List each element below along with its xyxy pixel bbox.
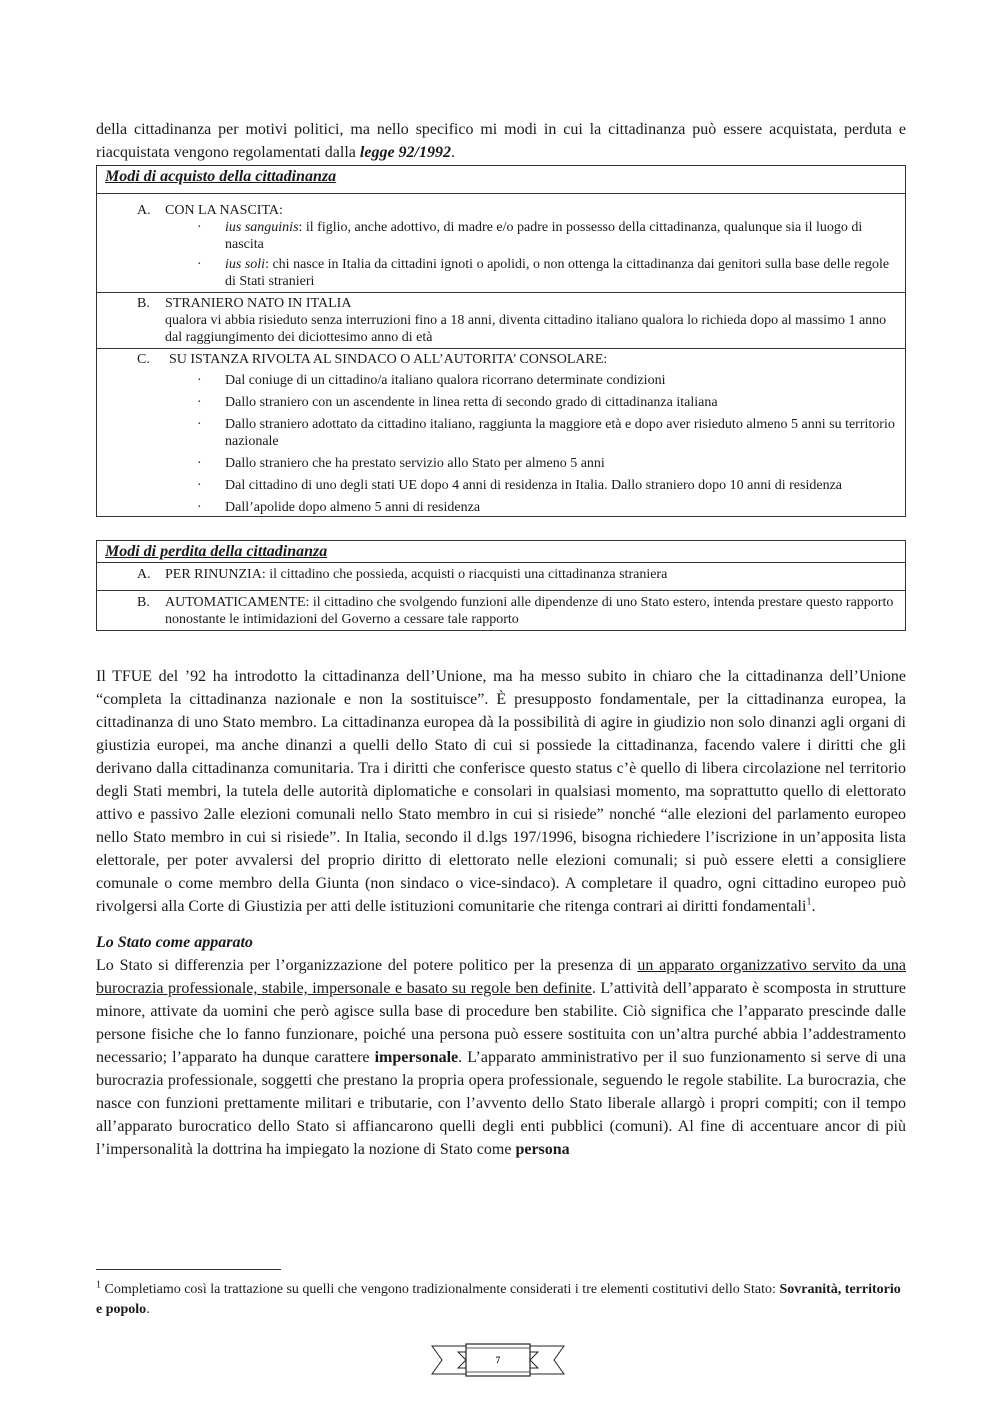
page-number-ribbon xyxy=(430,1338,566,1378)
section-c-heading: SU ISTANZA RIVOLTA AL SINDACO O ALL’AUTORITA’ CONSOLARE: xyxy=(169,352,608,367)
page-number: 7 xyxy=(495,1355,501,1365)
list-item: · Dal coniuge di un cittadino/a italiano qualora ricorrano determinate condizioni xyxy=(197,372,899,389)
list-item: · Dallo straniero adottato da cittadino italiano, raggiunta la maggiore età e dopo aver risieduto almeno 5 anni su territorio nazionale xyxy=(197,416,899,450)
section-b-body: qualora vi abbia risieduto senza interruzioni fino a 18 anni, diventa cittadino italiano qualora lo richieda dopo al massimo 1 anno dal raggiungimento dei diciottesimo anno di età xyxy=(165,313,887,345)
list-item: · Dallo straniero con un ascendente in linea retta di secondo grado di cittadinanza italiana xyxy=(197,394,899,411)
section-b-heading: STRANIERO NATO IN ITALIA xyxy=(165,296,352,311)
acquisto-section-b: B. STRANIERO NATO IN ITALIA qualora vi abbia risieduto senza interruzioni fino a 18 anni, diventa cittadino italiano qualora lo richieda dopo al massimo 1 anno dal raggiungimento dei diciottesimo anno di età xyxy=(97,293,906,349)
istanza-list xyxy=(137,372,899,516)
perdita-title: Modi di perdita della cittadinanza xyxy=(97,541,906,563)
list-item: · Dallo straniero che ha prestato servizio allo Stato per almeno 5 anni xyxy=(197,455,899,472)
footnote-separator xyxy=(96,1269,281,1270)
acquisto-section-a: A. CON LA NASCITA: · ius sanguinis: il figlio, anche adottivo, di madre e/o padre in possesso della cittadinanza, qualunque sia il luogo di nascita · ius soli: chi nasce in Italia da cittadini ignoti o apolidi, o non ottenga la cittadinanza dai genitori sulla base delle regole di Stati stranieri xyxy=(97,194,906,293)
list-item: · Dall’apolide dopo almeno 5 anni di residenza xyxy=(197,499,899,516)
apparato-paragraph: Lo Stato si differenzia per l’organizzazione del potere politico per la presenza di un apparato organizzativo servito da una burocrazia professionale, stabile, impersonale e basato su regole ben definite. L’attività dell’apparato è scomposta in strutture minore, attivate da uomini che però agisce sulla base di procedure ben stabilite. Ciò significa che l’apparato prescinde dalle persone fisiche che lo fanno funzionare, poiché una persona può essere sostituita con un’altra purché abbia l’addestramento necessario; l’apparato ha dunque carattere impersonale. L’apparato amministrativo per il suo funzionamento si serve di una burocrazia professionale, soggetti che prestano la propria opera professionale, seguendo le regole stabilite. La burocrazia, che nasce con funzioni prettamente militari e tributarie, con l’avvento dello Stato liberale allargò i propri compiti; con il tempo all’apparato burocratico dello Stato si affiancarono quelli degli enti pubblici (comuni). Al fine di accentuare ancor di più l’impersonalità la dottrina ha impiegato la nozione di Stato come persona xyxy=(96,957,907,1158)
perdita-table xyxy=(96,540,906,631)
acquisto-section-c: C. SU ISTANZA RIVOLTA AL SINDACO O ALL’AUTORITA’ CONSOLARE: · Dal coniuge di un cittadino/a italiano qualora ricorrano determinate condizioni · Dallo straniero con un ascendente in linea retta di secondo grado di cittadinanza italiana · Dallo straniero adottato da cittadino italiano, raggiunta la maggiore età e dopo aver risieduto almeno 5 anni su territorio nazionale · Dallo straniero che ha prestato servizio allo Stato per almeno 5 anni · Dal cittadino di uno degli stati UE dopo 4 anni di residenza in Italia. Dallo straniero dopo 10 anni di residenza · Dall’apolide dopo almeno 5 anni di residenza xyxy=(97,349,906,517)
section-a-heading: CON LA NASCITA: xyxy=(165,203,283,218)
perdita-section-a: A. PER RINUNZIA: il cittadino che possieda, acquisti o riacquisti una cittadinanza straniera xyxy=(97,563,906,591)
list-item: · ius sanguinis: il figlio, anche adottivo, di madre e/o padre in possesso della cittadinanza, qualunque sia il luogo di nascita xyxy=(197,219,899,253)
intro-paragraph: della cittadinanza per motivi politici, ma nello specifico mi modi in cui la cittadinanza può essere acquistata, perduta e riacquistata vengono regolamentati dalla legge 92/1992. xyxy=(96,121,906,161)
page-content xyxy=(96,118,906,1161)
ribbon-icon xyxy=(430,1338,566,1378)
acquisto-title: Modi di acquisto della cittadinanza xyxy=(97,166,906,194)
section-heading: Lo Stato come apparato xyxy=(96,934,253,951)
footnote: $^1$ Completiamo così la trattazione su quelli che vengono tradizionalmente considerati i tre elementi costitutivi dello Stato: Sovranità, territorio e popolo. xyxy=(96,1279,901,1317)
nascita-list xyxy=(137,219,899,290)
footnote-ref: 1 xyxy=(806,896,812,908)
tfue-paragraph: Il TFUE del ’92 ha introdotto la cittadinanza dell’Unione, ma ha messo subito in chiaro che la cittadinanza dell’Unione “completa la cittadinanza nazionale e non la sostituisce”. È presupposto fondamentale, per la cittadinanza europea, la cittadinanza di uno Stato membro. La cittadinanza europea dà la possibilità di agire in giudizio non solo dinanzi agli organi di giustizia europei, ma anche dinanzi a quelli dello Stato di cui si possiede la cittadinanza, facendo valere i diritti che gli derivano dalla cittadinanza comunitaria. Tra i diritti che conferisce questo status c’è quello di libera circolazione nel territorio degli Stati membri, la tutela delle autorità diplomatiche e consolari in qualsiasi momento, ma soprattutto quello di elettorato attivo e passivo 2alle elezioni comunali nello Stato membro in cui si risiede” nonché “alle elezioni del parlamento europeo nello Stato membro in cui si risiede”. In Italia, secondo il d.lgs 197/1996, bisogna richiedere l’iscrizione in un’apposita lista elettorale, per poter avvalersi del proprio diritto di elettorato nelle elezioni comunali; si può essere eletti a consigliere comunale o come membro della Giunta (non sindaco o vice-sindaco). A completare il quadro, ogni cittadino europeo può rivolgersi alla Corte di Giustizia per atti delle istituzioni comunitarie che ritenga contrari ai diritti fondamentali$^1$. xyxy=(96,668,906,915)
acquisto-table xyxy=(96,165,906,517)
law-reference: legge 92/1992 xyxy=(359,144,451,161)
perdita-section-b: B. AUTOMATICAMENTE: il cittadino che svolgendo funzioni alle dipendenze di uno Stato estero, intenda prestare questo rapporto nonostante le intimidazioni del Governo a cessare tale rapporto xyxy=(97,591,906,631)
list-item: · ius soli: chi nasce in Italia da cittadini ignoti o apolidi, o non ottenga la cittadinanza dai genitori sulla base delle regole di Stati stranieri xyxy=(197,256,899,290)
list-item: · Dal cittadino di uno degli stati UE dopo 4 anni di residenza in Italia. Dallo straniero dopo 10 anni di residenza xyxy=(197,477,899,494)
